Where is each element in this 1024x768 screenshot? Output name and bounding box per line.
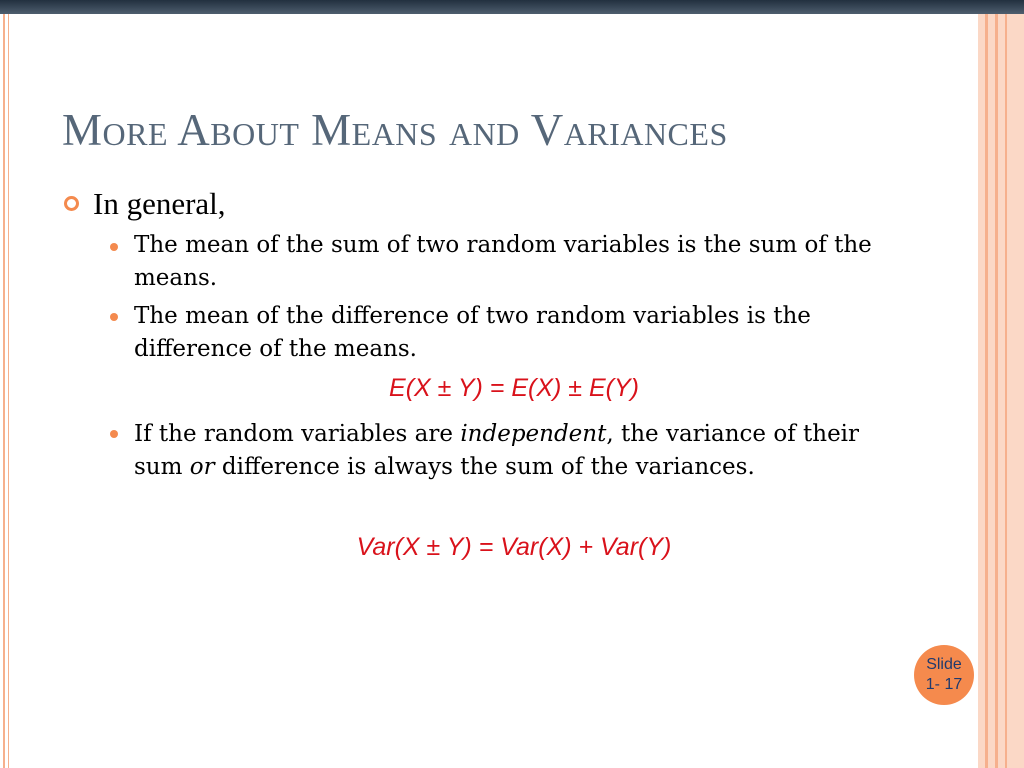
formula-variance: Var(X ± Y) = Var(X) + Var(Y) [356,533,672,561]
bullet-dot-icon [110,313,118,321]
bullet-mean-of-sum: The mean of the sum of two random variables is the sum of the means. [134,232,872,291]
formula-expectation: E(X ± Y) = E(X) ± E(Y) [389,374,639,402]
top-bar [0,0,1024,14]
bullet-variance [134,418,894,484]
bullet-variance-text-1: If the random variables are [134,421,461,447]
bullet-variance-text-3: difference is always the sum of the variances. [214,454,755,480]
bullet-dot-icon [110,243,118,251]
bullet-variance-emph-independent: independent [460,421,607,447]
badge-label: Slide [926,656,962,673]
right-border-stripe-2 [995,14,998,768]
intro-text: In general, [93,186,226,221]
badge-number: 1- 17 [925,676,963,693]
bullet-dot-icon [110,430,118,438]
left-border-stripe-thin [8,14,9,768]
right-border-stripe-1 [985,14,988,768]
left-border-stripe [3,14,5,768]
ring-bullet-icon [64,196,79,211]
bullet-mean-of-difference: The mean of the difference of two random variables is the difference of the means. [134,303,811,362]
slide-title: More About Means and Variances [62,105,728,155]
slide-number-badge [914,645,974,705]
bullet-variance-emph-or: or [189,454,215,480]
bullet-variance-text-2: , the variance of their sum [134,421,860,480]
right-border-stripe-3 [1005,14,1007,768]
